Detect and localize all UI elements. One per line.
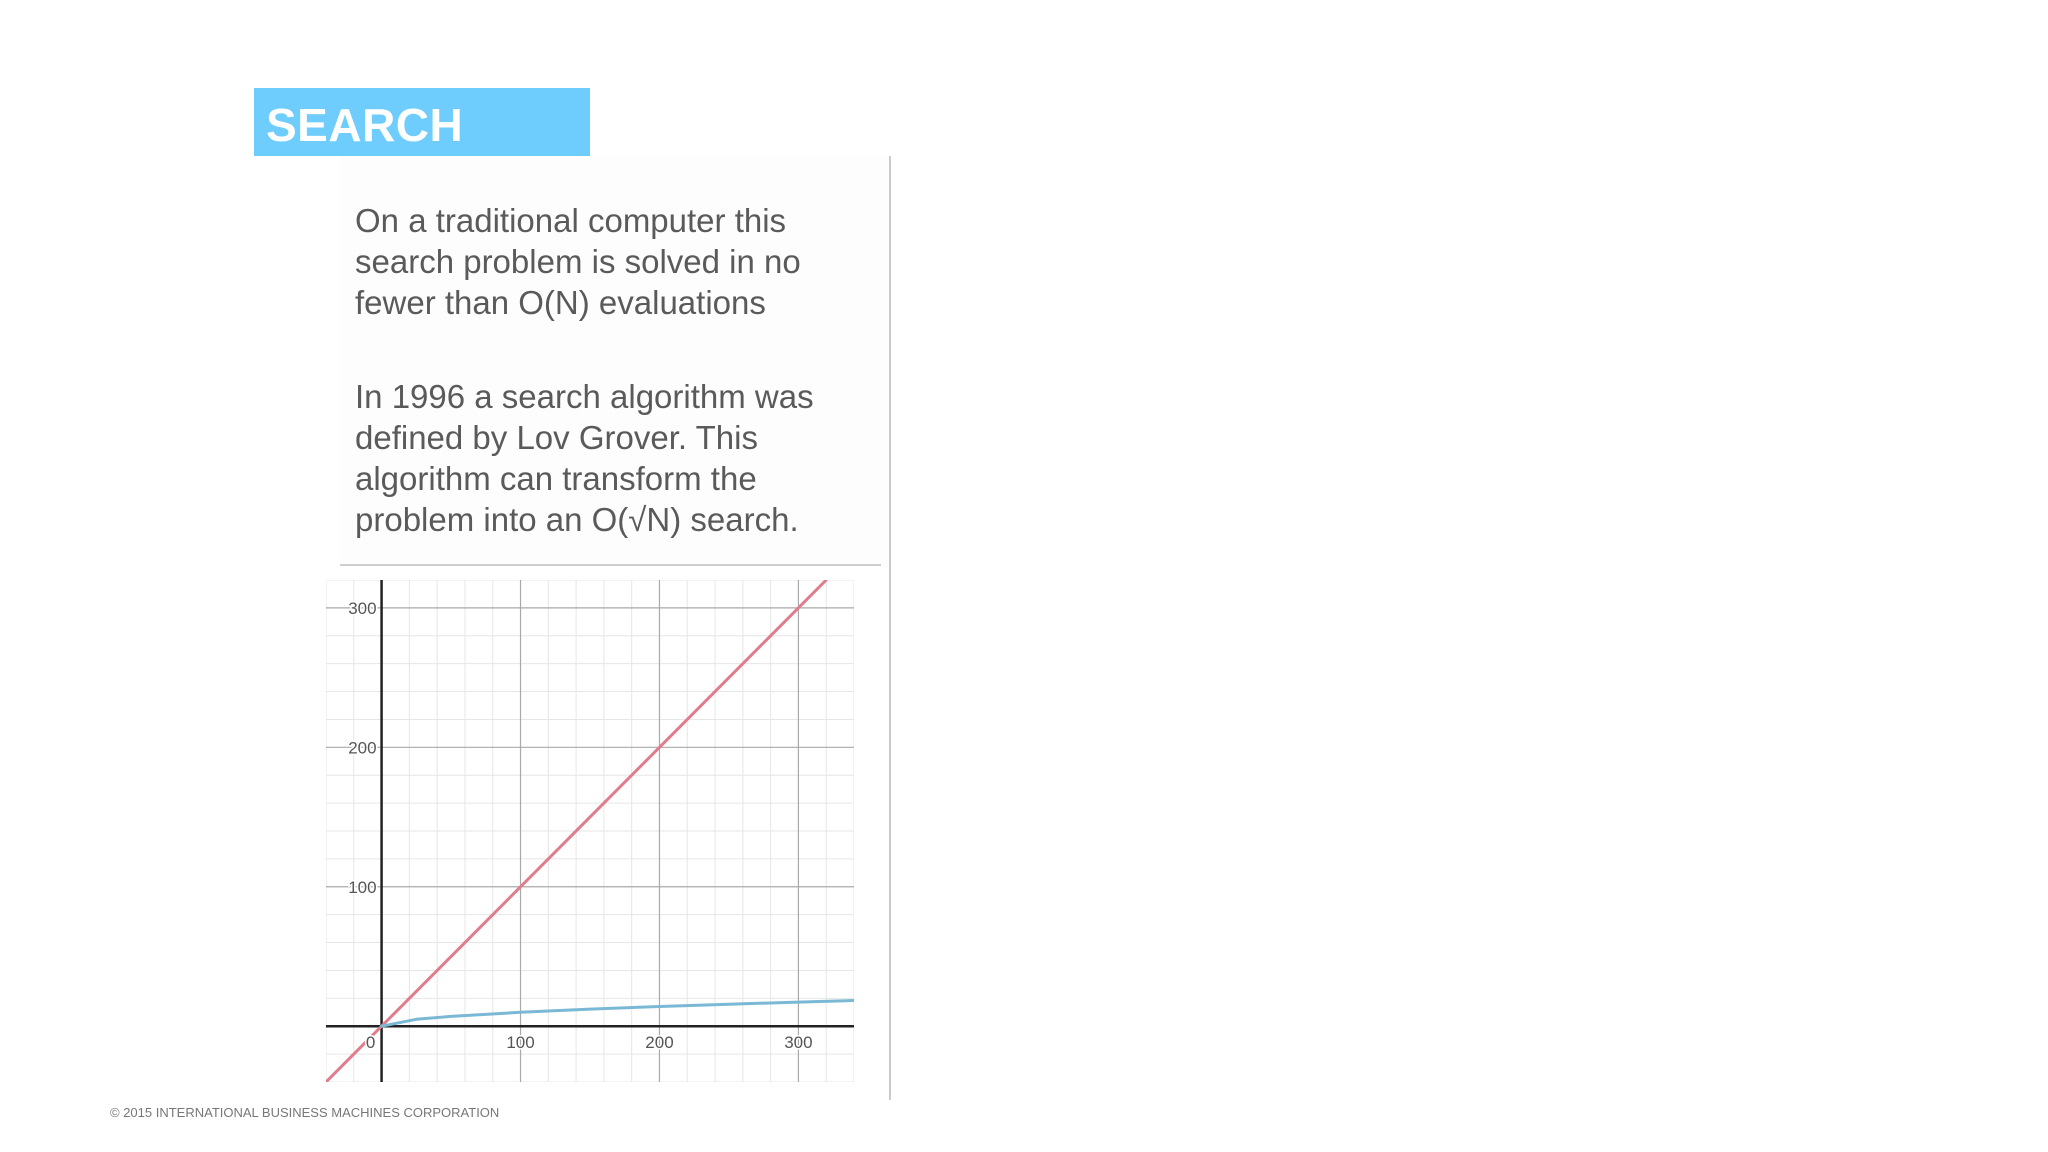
paragraph-classical: On a traditional computer this search problem is solved in no fewer than O(N) evaluations bbox=[355, 202, 801, 321]
y-tick-label: 200 bbox=[348, 738, 377, 758]
paragraph-grover: In 1996 a search algorithm was defined by Lov Grover. This algorithm can transform the problem into an O(√N) search. bbox=[355, 378, 814, 538]
complexity-chart bbox=[326, 580, 854, 1082]
y-tick-label: 300 bbox=[348, 598, 377, 618]
copyright-footer: © 2015 INTERNATIONAL BUSINESS MACHINES CORPORATION bbox=[110, 1105, 500, 1120]
chart-svg bbox=[326, 580, 854, 1082]
x-tick-label: 0 bbox=[365, 1033, 376, 1053]
horizontal-divider bbox=[340, 564, 881, 566]
slide-title: SEARCH bbox=[266, 99, 464, 151]
text-panel bbox=[340, 156, 888, 564]
x-tick-label: 200 bbox=[645, 1033, 674, 1053]
x-tick-label: 100 bbox=[506, 1033, 535, 1053]
x-tick-label: 300 bbox=[784, 1033, 813, 1053]
y-tick-label: 100 bbox=[348, 877, 377, 897]
vertical-divider bbox=[889, 156, 891, 1100]
title-banner bbox=[254, 88, 590, 156]
